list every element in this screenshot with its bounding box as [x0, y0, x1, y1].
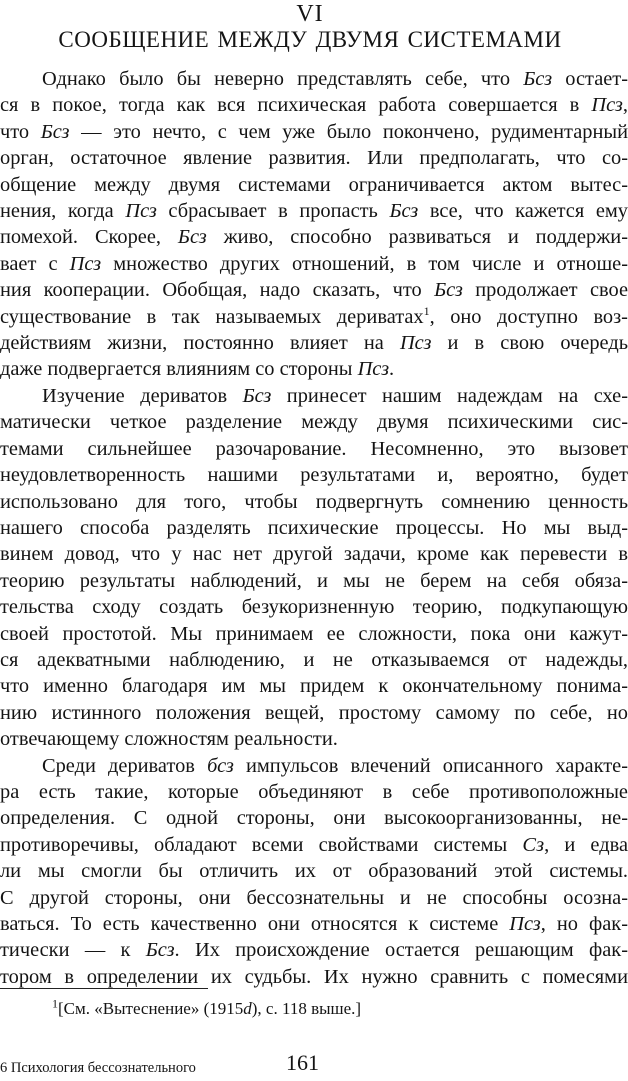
text-line: орган, остаточное явление развития. Или предполагать, что со-	[0, 147, 628, 170]
abbr-bsz: Бсз	[389, 200, 419, 223]
abbr-psz: Псз	[509, 913, 541, 935]
text-line: противоречивы, обладают всеми свойствами системы Сз, и едва	[0, 833, 628, 856]
text-line: отвечающему сложностям реальности.	[0, 728, 338, 751]
abbr-bsz-lower: бсз	[207, 754, 234, 777]
abbr-psz: Псз	[591, 94, 623, 117]
text-line: даже подвергается влияниям со стороны Псз.	[0, 358, 395, 381]
text-line: что именно благодаря им мы придем к окончательному понима-	[0, 675, 628, 698]
text-line: тически — к Бсз. Их происхождение остается решающим фак-	[0, 939, 628, 962]
abbr-psz: Псз	[357, 358, 390, 381]
text-line: неудовлетворенность нашими результатами и, вероятно, будет	[0, 464, 628, 487]
text-line: С другой стороны, они бессознательны и не способны осозна-	[0, 886, 628, 909]
text-line: ся в покое, тогда как вся психическая работа совершается в Псз,	[0, 94, 628, 117]
chapter-title: СООБЩЕНИЕ МЕЖДУ ДВУМЯ СИСТЕМАМИ	[58, 27, 562, 52]
text-line: нения, когда Псз сбрасывает в пропасть Бсз все, что кажется ему	[0, 200, 628, 223]
text-line: общение между двумя системами ограничивается актом вытес-	[0, 173, 628, 196]
text-line: Изучение дериватов Бсз принесет нашим надеждам на схе-	[42, 384, 628, 407]
text-line: винем довод, что у нас нет другой задачи, кроме как перевести в	[0, 543, 628, 566]
abbr-bsz: Бсз	[177, 226, 207, 249]
abbr-psz: Псз	[125, 200, 157, 223]
text-line: своей простотой. Мы принимаем ее сложности, пока они кажут-	[0, 622, 628, 645]
footnote-ref: 1	[423, 303, 430, 318]
abbr-bsz: Бсз	[242, 384, 272, 407]
text-line: ся адекватными наблюдению, и не отказываемся от надежды,	[0, 648, 628, 671]
chapter-number: VI	[296, 1, 324, 27]
body-text	[0, 66, 628, 990]
text-line: что Бсз — это нечто, с чем уже было покончено, рудиментарный	[0, 120, 628, 143]
abbr-bsz: Бсз	[145, 939, 175, 962]
text-line: ваться. То есть качественно они относятся к системе Псз, но фак-	[0, 913, 628, 935]
abbr-bsz: Бсз	[40, 120, 70, 143]
text-line: Однако было бы неверно представлять себе, что Бсз остает-	[42, 68, 628, 90]
footnote-divider	[0, 988, 208, 989]
abbr-bsz: Бсз	[523, 68, 553, 90]
text-line: темами сильнейшее разочарование. Несомненно, это вызовет	[0, 437, 628, 460]
text-line: нию истинного положения вещей, простому самому по себе, но	[0, 701, 628, 724]
signature-mark: 6 Психология бессознательного	[0, 1060, 196, 1076]
text-line: тельства сходу создать безукоризненную теорию, подкупающую	[0, 596, 628, 619]
abbr-sz: Сз	[522, 833, 545, 856]
text-line: определения. С одной стороны, они высокоорганизованны, не-	[0, 807, 628, 830]
text-line: существование в так называемых дериватах$^1$, оно доступно воз-	[0, 303, 628, 328]
text-line: ния кооперации. Обобщая, надо сказать, что Бсз продолжает свое	[0, 279, 628, 302]
text-line: нашего способа разделять психические процессы. Но мы выд-	[0, 516, 628, 539]
page-number: 161	[286, 1050, 319, 1075]
text-line: помехой. Скорее, Бсз живо, способно развиваться и поддержи-	[0, 226, 628, 249]
text-line: Среди дериватов бсз импульсов влечений описанного характе-	[42, 754, 628, 777]
abbr-bsz: Бсз	[434, 279, 463, 302]
abbr-psz: Псз	[399, 332, 432, 355]
footnote: $^1$[См. «Вытеснение» (1915d), с. 118 выше.]	[52, 996, 362, 1018]
abbr-psz: Псз	[69, 252, 102, 275]
text-line: использовано для того, чтобы подвергнуть сомнению ценность	[0, 490, 628, 513]
text-line: действиям жизни, постоянно влияет на Псз и в свою очередь	[0, 332, 628, 355]
text-line: теорию результаты наблюдений, и мы не берем на себя обяза-	[0, 569, 628, 592]
text-line: матически четкое разделение между двумя психическими сис-	[0, 411, 628, 434]
text-line: тором в определении их судьбы. Их нужно сравнить с помесями	[0, 965, 628, 988]
footnote-marker: 1	[52, 996, 58, 1011]
text-line: ли мы смогли бы отличить их от образований этой системы.	[0, 860, 628, 883]
text-line: вает с Псз множество других отношений, в том числе и отноше-	[0, 252, 628, 275]
text-line: ра есть такие, которые объединяют в себе противоположные	[0, 780, 628, 803]
